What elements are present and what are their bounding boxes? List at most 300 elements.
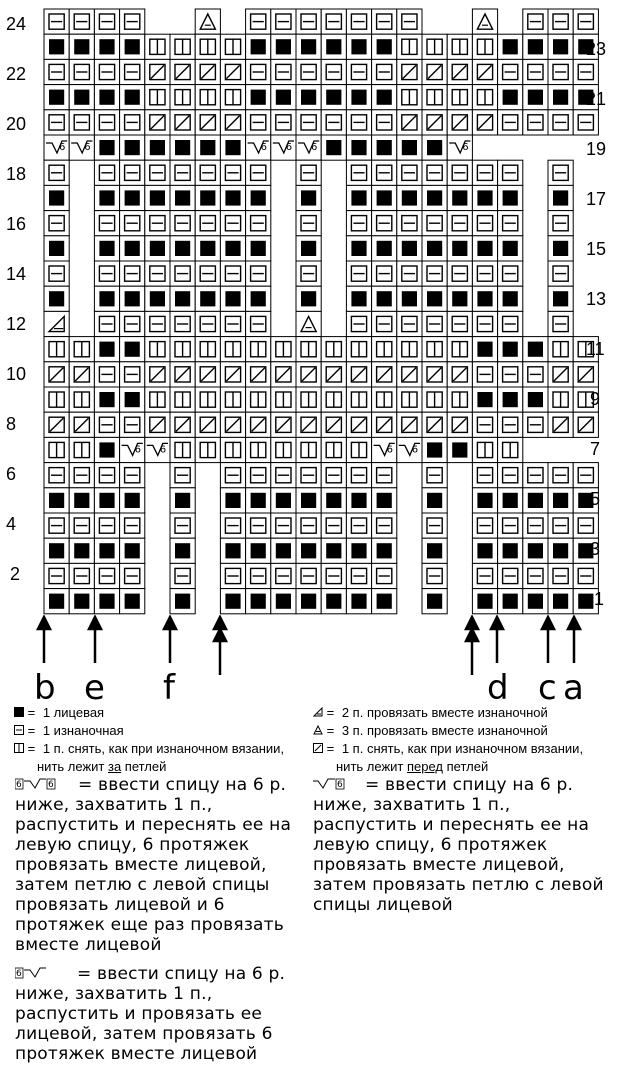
chart-cell — [397, 362, 422, 387]
chart-cell — [321, 538, 346, 563]
description-text: = ввести спицу на 6 р. ниже, захватить 1 п., распустить и переснять ее на левую спицу, 6 протяжек провязать вместе лицевой, затем провязать петлю с левой спицы лицевой — [313, 775, 604, 915]
chart-cell — [170, 59, 195, 84]
chart-cell — [94, 160, 119, 185]
chart-cell — [346, 538, 371, 563]
chart-cell — [447, 412, 472, 437]
chart-cell — [548, 110, 573, 135]
chart-cell — [498, 412, 523, 437]
chart-cell — [498, 85, 523, 110]
chart-cell — [321, 135, 346, 160]
description-text: = ввести спицу на 6 р. ниже, захватить 1 п., распустить и провязать ее лицевой, затем провязать 6 протяжек вместе лицевой — [15, 964, 286, 1064]
chart-cell — [145, 160, 170, 185]
chart-cell — [69, 513, 94, 538]
chart-cell — [246, 211, 271, 236]
chart-cell — [548, 34, 573, 59]
chart-cell — [220, 488, 245, 513]
legend-equals: = — [27, 705, 36, 720]
chart-cell — [548, 59, 573, 84]
chart-cell — [346, 110, 371, 135]
row-number: 9 — [590, 389, 601, 409]
chart-cell — [346, 437, 371, 462]
chart-cell — [548, 387, 573, 412]
chart-cell — [170, 488, 195, 513]
chart-cell — [372, 85, 397, 110]
chart-cell — [296, 9, 321, 34]
chart-cell — [94, 311, 119, 336]
chart-cell — [271, 362, 296, 387]
chart-cell — [296, 362, 321, 387]
chart-cell — [145, 311, 170, 336]
chart-cell — [120, 538, 145, 563]
row-number: 22 — [6, 64, 27, 84]
chart-cell — [94, 85, 119, 110]
chart-cell — [271, 563, 296, 588]
chart-cell — [472, 211, 497, 236]
chart-cell — [145, 437, 170, 462]
chart-cell — [397, 85, 422, 110]
arrow-up-icon — [466, 617, 478, 675]
chart-cell — [548, 538, 573, 563]
chart-cell — [472, 488, 497, 513]
chart-cell — [498, 563, 523, 588]
chart-cell — [573, 9, 598, 34]
chart-cell — [120, 185, 145, 210]
chart-cell — [372, 236, 397, 261]
chart-cell — [69, 412, 94, 437]
chart-cell — [422, 538, 447, 563]
chart-cell — [422, 488, 447, 513]
chart-cell — [548, 160, 573, 185]
chart-cell — [498, 437, 523, 462]
chart-cell — [548, 513, 573, 538]
chart-cell — [170, 110, 195, 135]
chart-cell — [220, 34, 245, 59]
chart-cell — [195, 286, 220, 311]
chart-cell — [498, 261, 523, 286]
chart-cell — [422, 589, 447, 614]
chart-cell — [220, 110, 245, 135]
chart-cell — [372, 563, 397, 588]
chart-cell — [69, 563, 94, 588]
chart-cell — [120, 9, 145, 34]
chart-cell — [397, 185, 422, 210]
chart-cell — [44, 85, 69, 110]
chart-cell — [170, 463, 195, 488]
chart-cell — [44, 211, 69, 236]
chart-cell — [271, 34, 296, 59]
chart-cell — [195, 412, 220, 437]
chart-cell — [69, 437, 94, 462]
chart-cell — [220, 135, 245, 160]
chart-cell — [472, 34, 497, 59]
chart-cell — [346, 236, 371, 261]
chart-cell — [447, 211, 472, 236]
chart-cell — [397, 34, 422, 59]
chart-cell — [422, 362, 447, 387]
chart-cell — [548, 286, 573, 311]
chart-cell — [422, 110, 447, 135]
chart-cell — [472, 589, 497, 614]
chart-cell — [321, 589, 346, 614]
chart-cell — [44, 135, 69, 160]
chart-cell — [195, 261, 220, 286]
chart-cell — [195, 362, 220, 387]
chart-cell — [220, 437, 245, 462]
chart-cell — [220, 211, 245, 236]
chart-cell — [44, 362, 69, 387]
chart-cell — [44, 513, 69, 538]
chart-cell — [498, 488, 523, 513]
chart-cell — [296, 261, 321, 286]
chart-cell — [170, 185, 195, 210]
chart-cell — [170, 387, 195, 412]
chart-cell — [44, 387, 69, 412]
chart-cell — [346, 85, 371, 110]
legend-text: петлей — [443, 759, 489, 774]
chart-cell — [246, 9, 271, 34]
purl-symbol-icon — [14, 725, 24, 735]
chart-cell — [94, 513, 119, 538]
chart-cell — [170, 160, 195, 185]
chart-cell — [220, 337, 245, 362]
chart-cell — [246, 286, 271, 311]
legend-item-slip-front — [313, 741, 583, 756]
chart-cell — [296, 85, 321, 110]
chart-cell — [548, 311, 573, 336]
chart-cell — [472, 463, 497, 488]
chart-cell — [372, 135, 397, 160]
chart-cell — [422, 412, 447, 437]
chart-cell — [498, 59, 523, 84]
cable-count: 6 — [462, 142, 469, 153]
row-number: 16 — [6, 214, 27, 234]
chart-cell — [94, 589, 119, 614]
chart-cell — [447, 34, 472, 59]
row-number: 3 — [590, 539, 601, 559]
chart-cell — [372, 9, 397, 34]
row-number: 5 — [590, 489, 601, 509]
legend-text: нить лежит — [336, 759, 407, 774]
chart-cell — [372, 59, 397, 84]
chart-cell — [120, 110, 145, 135]
chart-cell — [472, 538, 497, 563]
chart-cell — [44, 9, 69, 34]
chart-cell — [498, 311, 523, 336]
chart-cell — [372, 589, 397, 614]
chart-cell — [220, 160, 245, 185]
cable-count: 6 — [159, 444, 167, 456]
chart-cell — [548, 236, 573, 261]
chart-cell — [397, 236, 422, 261]
chart-cell — [321, 59, 346, 84]
arrow-up-icon — [89, 617, 101, 663]
chart-cell — [447, 85, 472, 110]
chart-cell — [346, 337, 371, 362]
chart-cell — [94, 185, 119, 210]
chart-cell — [246, 589, 271, 614]
legend-text-underlined: перед — [406, 759, 444, 774]
chart-cell — [220, 59, 245, 84]
chart-cell — [321, 110, 346, 135]
chart-cell — [246, 311, 271, 336]
chart-cell — [346, 261, 371, 286]
chart-cell — [422, 160, 447, 185]
chart-cell — [220, 362, 245, 387]
chart-cell — [69, 362, 94, 387]
chart-cell — [271, 589, 296, 614]
chart-cell — [296, 589, 321, 614]
chart-cell — [44, 311, 69, 336]
chart-cell — [296, 387, 321, 412]
chart-cell — [246, 85, 271, 110]
chart-cell — [271, 59, 296, 84]
chart-cell — [397, 387, 422, 412]
chart-cell — [271, 85, 296, 110]
cable-count: 6 — [311, 142, 318, 153]
chart-cell — [246, 563, 271, 588]
chart-cell — [498, 160, 523, 185]
chart-cell — [472, 261, 497, 286]
chart-cell — [296, 311, 321, 336]
chart-cell — [220, 236, 245, 261]
chart-cell — [548, 488, 573, 513]
legend-text: 1 п. снять, как при изнаночном вязании, — [42, 741, 285, 756]
chart-cell — [548, 362, 573, 387]
row-number: 13 — [586, 289, 607, 309]
chart-cell — [69, 85, 94, 110]
chart-cell — [170, 589, 195, 614]
chart-cell — [321, 9, 346, 34]
chart-cell — [145, 236, 170, 261]
chart-cell — [220, 412, 245, 437]
chart-cell — [44, 463, 69, 488]
chart-cell — [296, 185, 321, 210]
row-number: 7 — [590, 439, 601, 459]
chart-cell — [447, 437, 472, 462]
chart-cell — [170, 437, 195, 462]
chart-cell — [523, 59, 548, 84]
chart-cell — [296, 463, 321, 488]
row-number: 6 — [6, 464, 17, 484]
chart-cell — [44, 236, 69, 261]
chart-cell — [120, 563, 145, 588]
chart-cell — [321, 387, 346, 412]
chart-cell — [472, 513, 497, 538]
chart-cell — [372, 463, 397, 488]
chart-cell — [321, 362, 346, 387]
chart-cell — [447, 110, 472, 135]
chart-cell — [145, 412, 170, 437]
chart-cell — [69, 135, 94, 160]
legend-text: 2 п. провязать вместе изнаночной — [341, 705, 548, 720]
chart-cell — [372, 261, 397, 286]
legend-text: 1 изнаночная — [42, 723, 124, 738]
chart-cell — [271, 9, 296, 34]
chart-cell — [573, 110, 598, 135]
chart-cell — [120, 488, 145, 513]
cable-count: 6 — [134, 444, 141, 456]
description-text: = ввести спицу на 6 р. ниже, захватить 1 п., распустить и переснять ее на левую спицу, 6 протяжек провязать вместе лицевой, затем петлю с левой спицы провязать лицевой и 6 протяжек еще раз провязать вместе лицевой — [15, 775, 292, 955]
chart-cell — [170, 513, 195, 538]
chart-cell — [94, 9, 119, 34]
chart-cell — [296, 110, 321, 135]
chart-cell — [246, 387, 271, 412]
chart-cell — [422, 387, 447, 412]
chart-cell — [44, 589, 69, 614]
chart-cell — [498, 387, 523, 412]
chart-cell — [296, 337, 321, 362]
chart-cell — [321, 85, 346, 110]
row-number: 21 — [586, 89, 607, 109]
chart-cell — [346, 286, 371, 311]
chart-cell — [346, 160, 371, 185]
legend-equals: = — [27, 741, 36, 756]
chart-cell — [498, 110, 523, 135]
chart-cell — [422, 34, 447, 59]
chart-cell — [120, 286, 145, 311]
marker-letter-c: c — [538, 668, 557, 708]
chart-cell — [69, 59, 94, 84]
chart-cell — [422, 311, 447, 336]
chart-cell — [548, 337, 573, 362]
legend-text: 1 п. снять, как при изнаночном вязании, — [341, 741, 584, 756]
chart-cell — [246, 110, 271, 135]
chart-cell — [94, 135, 119, 160]
marker-letter-f: f — [163, 668, 175, 708]
chart-cell — [397, 311, 422, 336]
chart-cell — [372, 437, 397, 462]
chart-cell — [397, 9, 422, 34]
chart-cell — [447, 135, 472, 160]
row-number: 14 — [6, 264, 27, 284]
arrow-up-icon — [491, 617, 503, 663]
marker-letter-b: b — [34, 668, 56, 708]
chart-cell — [246, 362, 271, 387]
chart-cell — [422, 211, 447, 236]
chart-cell — [69, 110, 94, 135]
chart-cell — [296, 34, 321, 59]
chart-cell — [145, 362, 170, 387]
knit-symbol-icon — [14, 707, 24, 717]
chart-cell — [44, 160, 69, 185]
chart-cell — [94, 362, 119, 387]
chart-cell — [120, 59, 145, 84]
chart-cell — [120, 85, 145, 110]
chart-cell — [195, 437, 220, 462]
chart-cell — [346, 211, 371, 236]
chart-cell — [447, 236, 472, 261]
chart-cell — [472, 337, 497, 362]
chart-cell — [44, 488, 69, 513]
chart-cell — [346, 589, 371, 614]
chart-cell — [170, 286, 195, 311]
chart-cell — [145, 59, 170, 84]
chart-cell — [120, 135, 145, 160]
chart-cell — [271, 135, 296, 160]
chart-cell — [94, 34, 119, 59]
chart-cell — [422, 85, 447, 110]
chart-cell — [447, 311, 472, 336]
chart-cell — [372, 387, 397, 412]
row-number: 1 — [594, 589, 605, 609]
chart-cell — [523, 387, 548, 412]
chart-cell — [321, 463, 346, 488]
chart-cell — [422, 286, 447, 311]
chart-cell — [498, 538, 523, 563]
chart-cell — [220, 85, 245, 110]
chart-cell — [346, 185, 371, 210]
chart-cell — [422, 463, 447, 488]
chart-cell — [94, 236, 119, 261]
cable-count: 6 — [386, 444, 393, 456]
chart-cell — [94, 463, 119, 488]
chart-cell — [472, 437, 497, 462]
legend-text: петлей — [121, 759, 167, 774]
chart-cell — [397, 286, 422, 311]
legend-item-slip-back — [14, 741, 284, 756]
chart-cell — [170, 412, 195, 437]
chart-cell — [321, 488, 346, 513]
chart-cell — [447, 160, 472, 185]
slip-back-symbol-icon — [14, 743, 24, 753]
chart-cell — [498, 34, 523, 59]
marker-letter-a: a — [563, 668, 584, 708]
row-number: 17 — [586, 189, 607, 209]
cable-count: 6 — [16, 780, 22, 790]
chart-cell — [220, 463, 245, 488]
chart-cell — [246, 160, 271, 185]
row-number: 11 — [586, 339, 605, 359]
chart-cell — [195, 387, 220, 412]
row-number: 2 — [10, 564, 21, 584]
chart-cell — [220, 311, 245, 336]
chart-cell — [94, 211, 119, 236]
chart-cell — [296, 513, 321, 538]
chart-cell — [321, 513, 346, 538]
chart-cell — [397, 412, 422, 437]
chart-cell — [94, 412, 119, 437]
chart-cell — [44, 34, 69, 59]
chart-cell — [498, 185, 523, 210]
chart-cell — [195, 9, 220, 34]
chart-cell — [220, 513, 245, 538]
row-number: 15 — [586, 239, 607, 259]
chart-cell — [523, 589, 548, 614]
chart-cell — [69, 9, 94, 34]
chart-cell — [296, 211, 321, 236]
chart-cell — [372, 110, 397, 135]
chart-cell — [94, 538, 119, 563]
chart-cell — [523, 362, 548, 387]
chart-cell — [523, 110, 548, 135]
chart-cell — [69, 34, 94, 59]
chart-cell — [170, 236, 195, 261]
chart-cell — [447, 337, 472, 362]
chart-cell — [523, 563, 548, 588]
chart-cell — [195, 185, 220, 210]
row-number: 23 — [586, 39, 607, 59]
chart-cell — [573, 362, 598, 387]
chart-cell — [195, 337, 220, 362]
chart-cell — [472, 85, 497, 110]
chart-cell — [346, 135, 371, 160]
chart-cell — [195, 34, 220, 59]
legend-text: 1 лицевая — [42, 705, 105, 720]
marker-letter-d: d — [487, 668, 509, 708]
chart-cell — [246, 513, 271, 538]
chart-cell — [548, 563, 573, 588]
cable-count: 6 — [411, 444, 419, 456]
